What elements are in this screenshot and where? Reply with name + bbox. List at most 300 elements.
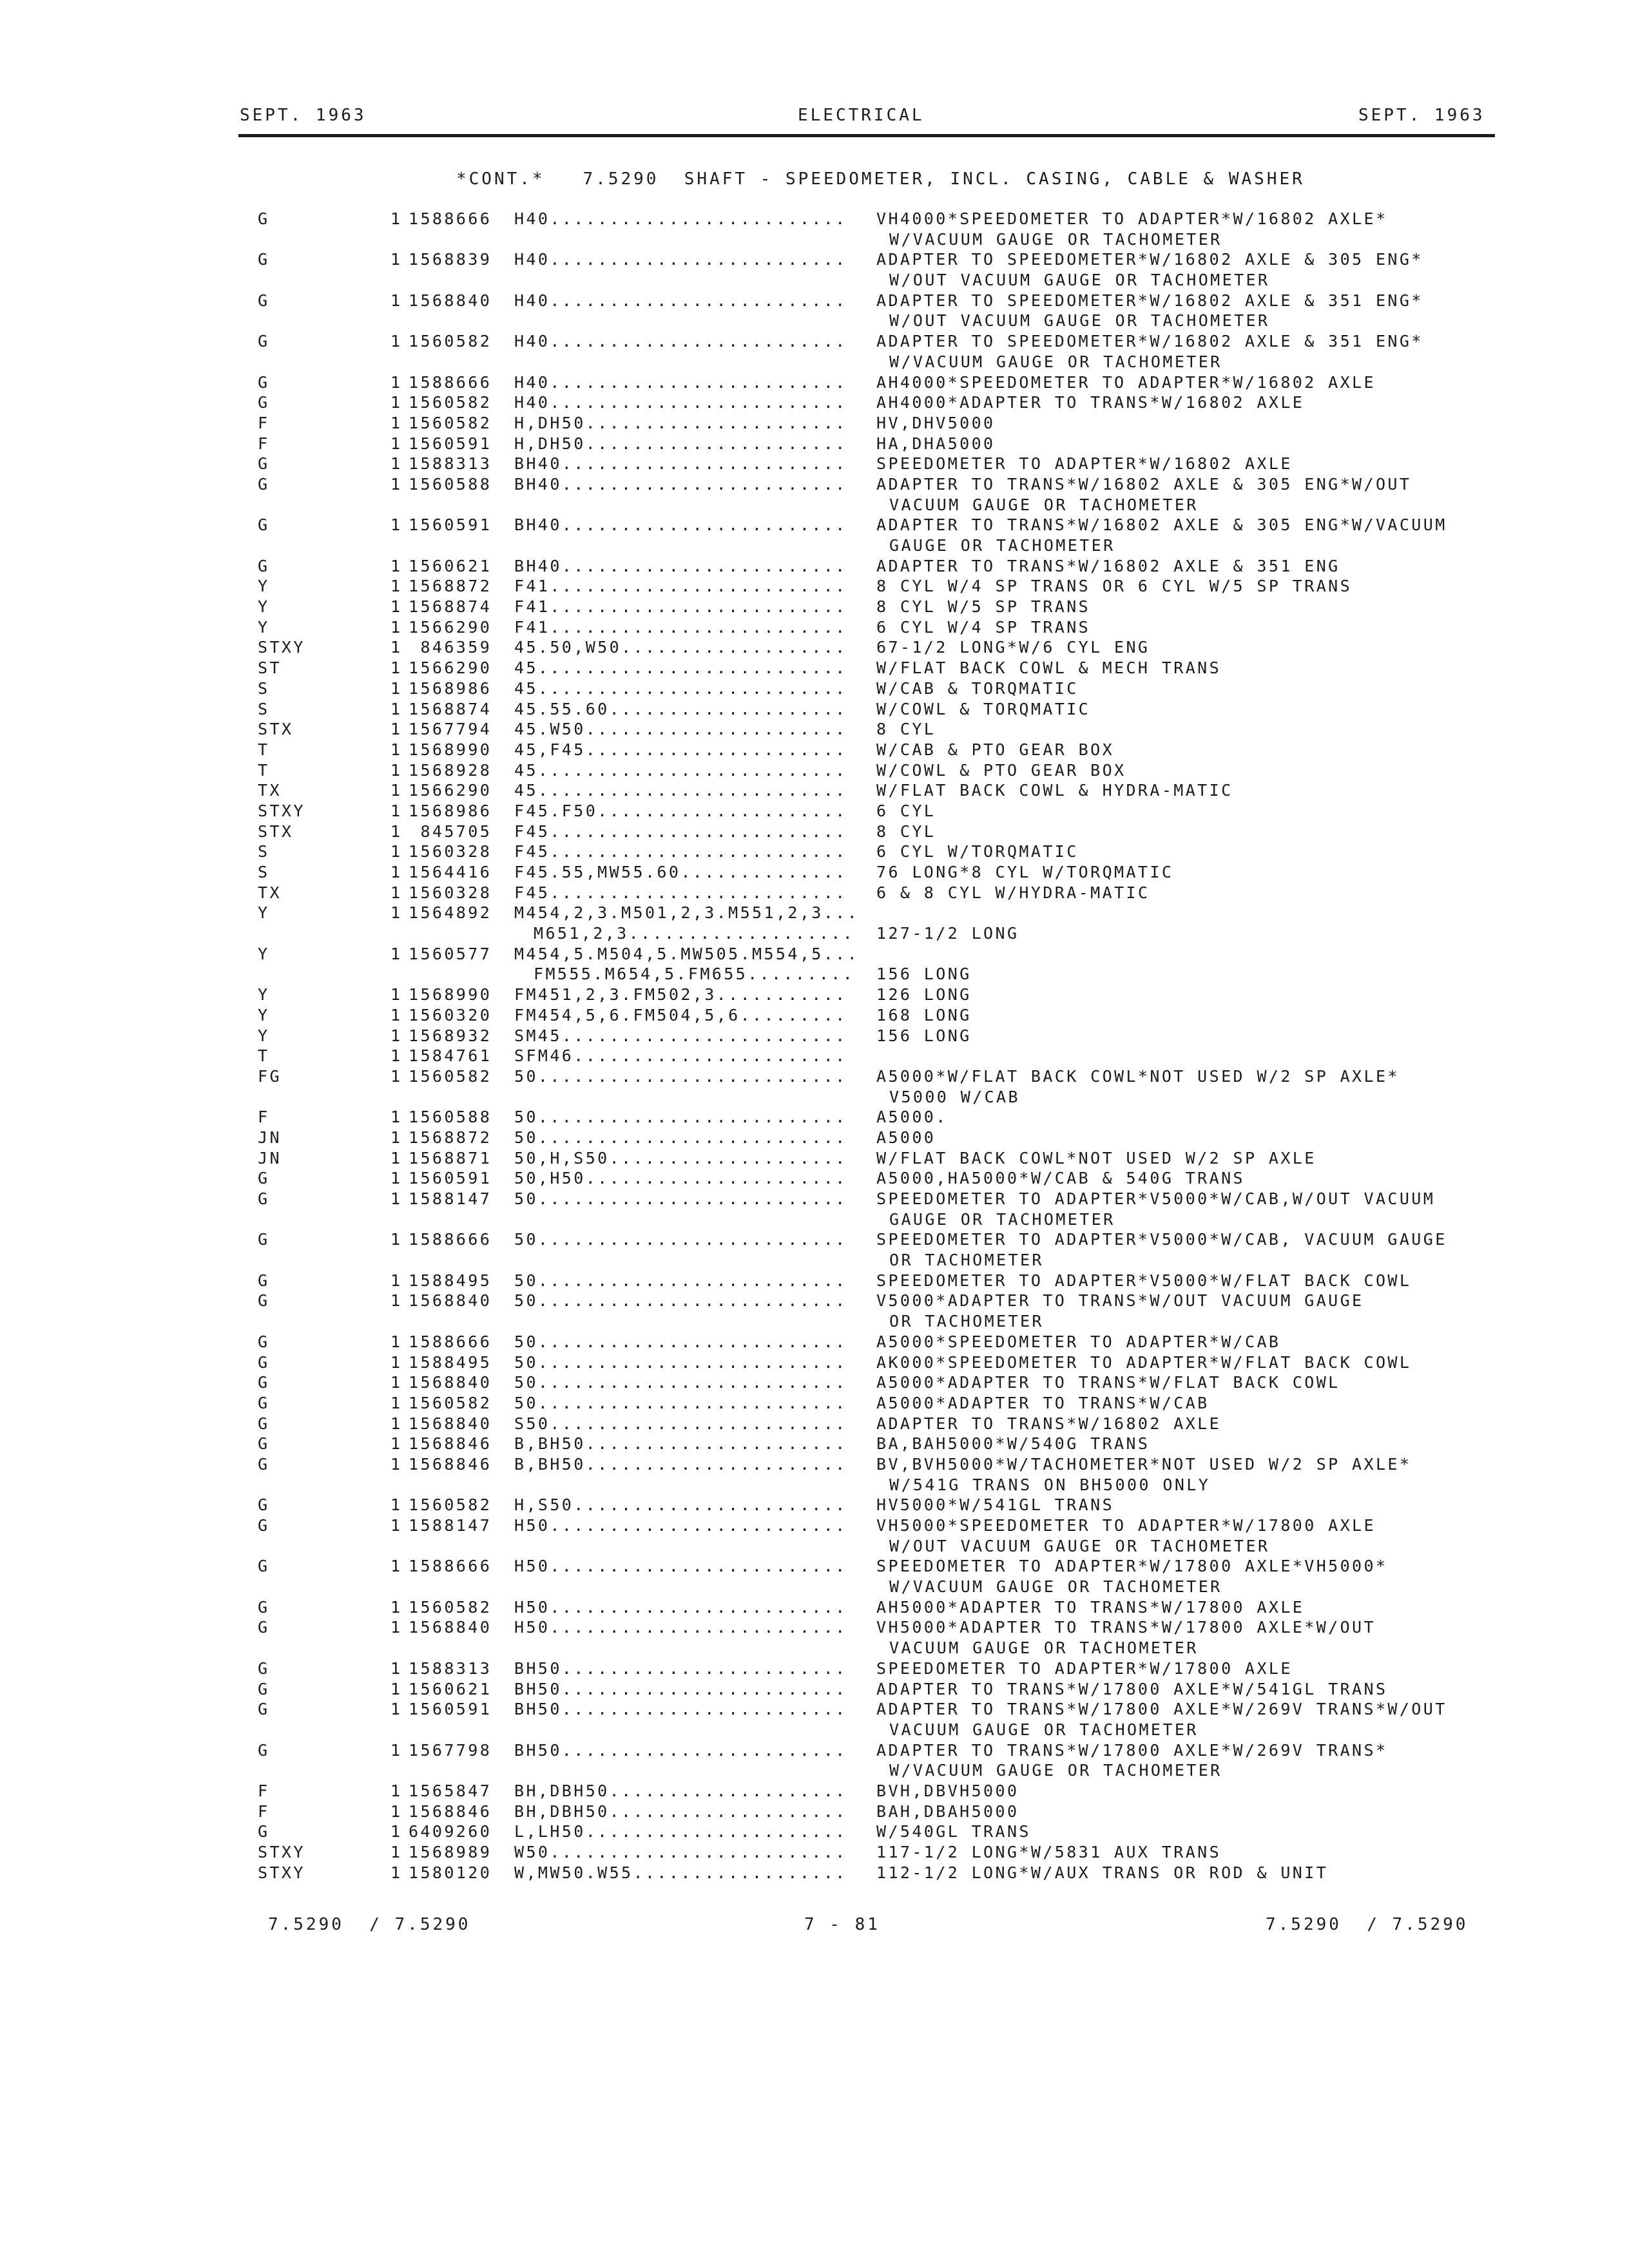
row-description: 8 CYL bbox=[876, 822, 936, 841]
row-description: A5000,HA5000*W/CAB & 540G TRANS bbox=[876, 1169, 1245, 1188]
row-part-number: 1588666 bbox=[409, 1332, 492, 1351]
row-description: ADAPTER TO SPEEDOMETER*W/16802 AXLE & 351 ENG* bbox=[876, 291, 1423, 310]
row-model: W,MW50.W55.................. bbox=[514, 1863, 847, 1882]
table-row bbox=[0, 1842, 1629, 1863]
row-description: HV5000*W/541GL TRANS bbox=[876, 1495, 1115, 1515]
row-code: G bbox=[258, 1700, 270, 1719]
table-row-continuation bbox=[0, 1536, 1629, 1557]
table-row bbox=[0, 678, 1629, 699]
row-description: A5000*ADAPTER TO TRANS*W/CAB bbox=[876, 1393, 1210, 1412]
row-model: B,BH50...................... bbox=[514, 1454, 847, 1474]
row-description: W/FLAT BACK COWL & HYDRA-MATIC bbox=[876, 781, 1233, 800]
row-part-number: 1560591 bbox=[409, 1169, 492, 1188]
row-quantity: 1 bbox=[390, 863, 403, 881]
table-row-continuation bbox=[0, 352, 1629, 372]
row-description: VH5000*ADAPTER TO TRANS*W/17800 AXLE*W/OUT bbox=[876, 1618, 1376, 1637]
table-row bbox=[0, 1781, 1629, 1802]
table-row-continuation bbox=[0, 1577, 1629, 1597]
row-model: H50......................... bbox=[514, 1618, 847, 1637]
row-description-continued: VACUUM GAUGE OR TACHOMETER bbox=[889, 1720, 1199, 1739]
row-part-number: 1564416 bbox=[409, 863, 492, 881]
row-part-number: 1588147 bbox=[409, 1516, 492, 1535]
row-code: Y bbox=[258, 577, 270, 596]
row-code: G bbox=[258, 1740, 270, 1760]
row-model: F41......................... bbox=[514, 617, 847, 637]
row-code: G bbox=[258, 1271, 270, 1290]
row-description-continued: W/VACUUM GAUGE OR TACHOMETER bbox=[889, 1577, 1222, 1597]
header-date-left: SEPT. 1963 bbox=[240, 106, 367, 125]
row-code: STXY bbox=[258, 638, 305, 657]
row-code: G bbox=[258, 372, 270, 392]
row-description: SPEEDOMETER TO ADAPTER*W/17800 AXLE bbox=[876, 1658, 1293, 1678]
row-code: G bbox=[258, 1516, 270, 1535]
row-part-number: 1560591 bbox=[409, 434, 492, 453]
row-part-number: 1568872 bbox=[409, 1128, 492, 1147]
table-row-continuation bbox=[0, 923, 1629, 944]
row-quantity: 1 bbox=[390, 720, 403, 739]
row-quantity: 1 bbox=[390, 556, 403, 575]
table-row-continuation bbox=[0, 229, 1629, 250]
row-description: ADAPTER TO TRANS*W/16802 AXLE bbox=[876, 1414, 1222, 1433]
row-description-continued: GAUGE OR TACHOMETER bbox=[889, 1209, 1115, 1229]
row-quantity: 1 bbox=[390, 434, 403, 453]
table-row bbox=[0, 1291, 1629, 1311]
table-row bbox=[0, 841, 1629, 862]
row-description: SPEEDOMETER TO ADAPTER*W/17800 AXLE*VH5000* bbox=[876, 1557, 1388, 1576]
row-part-number: 1588495 bbox=[409, 1271, 492, 1290]
row-quantity: 1 bbox=[390, 658, 403, 678]
row-quantity: 1 bbox=[390, 740, 403, 759]
row-quantity: 1 bbox=[390, 1189, 403, 1208]
row-code: G bbox=[258, 1557, 270, 1576]
table-row bbox=[0, 883, 1629, 903]
row-code: G bbox=[258, 1679, 270, 1698]
row-model: H40......................... bbox=[514, 393, 847, 412]
row-quantity: 1 bbox=[390, 760, 403, 780]
row-model: BH40........................ bbox=[514, 454, 847, 474]
row-description: W/FLAT BACK COWL*NOT USED W/2 SP AXLE bbox=[876, 1148, 1316, 1168]
row-part-number: 1560588 bbox=[409, 1108, 492, 1127]
row-description: ADAPTER TO TRANS*W/17800 AXLE*W/269V TRANS* bbox=[876, 1740, 1388, 1760]
row-description-continued: GAUGE OR TACHOMETER bbox=[889, 536, 1115, 555]
header-section-title: ELECTRICAL bbox=[798, 106, 925, 125]
table-row-continuation bbox=[0, 1760, 1629, 1781]
row-code: STXY bbox=[258, 1843, 305, 1861]
row-model: 50.......................... bbox=[514, 1108, 847, 1127]
table-row bbox=[0, 556, 1629, 577]
row-description: W/CAB & TORQMATIC bbox=[876, 678, 1079, 698]
row-model: F41......................... bbox=[514, 577, 847, 596]
row-description: ADAPTER TO TRANS*W/16802 AXLE & 305 ENG*W/VACUUM bbox=[876, 515, 1447, 535]
row-part-number: 1565847 bbox=[409, 1781, 492, 1800]
row-code: G bbox=[258, 1658, 270, 1678]
table-row bbox=[0, 719, 1629, 740]
row-code: JN bbox=[258, 1148, 282, 1168]
row-quantity: 1 bbox=[390, 883, 403, 902]
row-quantity: 1 bbox=[390, 1046, 403, 1066]
row-part-number: 1584761 bbox=[409, 1046, 492, 1066]
row-quantity: 1 bbox=[390, 1822, 403, 1841]
row-quantity: 1 bbox=[390, 822, 403, 841]
row-description: VH5000*SPEEDOMETER TO ADAPTER*W/17800 AXLE bbox=[876, 1516, 1376, 1535]
row-model: BH,DBH50.................... bbox=[514, 1802, 847, 1821]
row-description-continued: W/OUT VACUUM GAUGE OR TACHOMETER bbox=[889, 271, 1270, 290]
row-model: F41......................... bbox=[514, 597, 847, 617]
row-part-number: 1568874 bbox=[409, 597, 492, 617]
row-quantity: 1 bbox=[390, 1434, 403, 1454]
row-description: A5000*W/FLAT BACK COWL*NOT USED W/2 SP AXLE* bbox=[876, 1066, 1400, 1086]
row-part-number: 1566290 bbox=[409, 658, 492, 678]
row-description-continued: OR TACHOMETER bbox=[889, 1251, 1044, 1270]
table-row bbox=[0, 985, 1629, 1005]
row-part-number: 1588147 bbox=[409, 1189, 492, 1208]
row-quantity: 1 bbox=[390, 944, 403, 963]
row-quantity: 1 bbox=[390, 1026, 403, 1045]
row-code: Y bbox=[258, 1005, 270, 1024]
row-model: 50.......................... bbox=[514, 1373, 847, 1392]
row-part-number: 1568986 bbox=[409, 801, 492, 820]
row-description: 6 CYL bbox=[876, 801, 936, 820]
row-quantity: 1 bbox=[390, 1495, 403, 1515]
table-row bbox=[0, 413, 1629, 434]
row-code: T bbox=[258, 760, 270, 780]
row-description: SPEEDOMETER TO ADAPTER*W/16802 AXLE bbox=[876, 454, 1293, 474]
row-code: G bbox=[258, 454, 270, 474]
table-row-continuation bbox=[0, 964, 1629, 985]
row-description: HV,DHV5000 bbox=[876, 413, 996, 432]
row-description-continued: OR TACHOMETER bbox=[889, 1312, 1044, 1331]
row-description: A5000*ADAPTER TO TRANS*W/FLAT BACK COWL bbox=[876, 1373, 1340, 1392]
row-part-number: 6409260 bbox=[409, 1822, 492, 1841]
row-model-continued: FM555.M654,5.FM655......... bbox=[534, 965, 855, 984]
row-quantity: 1 bbox=[390, 678, 403, 698]
table-row bbox=[0, 944, 1629, 965]
table-row bbox=[0, 1229, 1629, 1250]
row-description: ADAPTER TO TRANS*W/17800 AXLE*W/269V TRANS*W/OUT bbox=[876, 1700, 1447, 1719]
row-quantity: 1 bbox=[390, 1618, 403, 1637]
row-description: BVH,DBVH5000 bbox=[876, 1781, 1019, 1800]
row-code: S bbox=[258, 699, 270, 718]
row-code: G bbox=[258, 1454, 270, 1474]
row-quantity: 1 bbox=[390, 1230, 403, 1249]
row-model: BH,DBH50.................... bbox=[514, 1781, 847, 1800]
row-part-number: 1568990 bbox=[409, 740, 492, 759]
row-quantity: 1 bbox=[390, 597, 403, 617]
row-description: AK000*SPEEDOMETER TO ADAPTER*W/FLAT BACK COWL bbox=[876, 1352, 1412, 1372]
row-quantity: 1 bbox=[390, 1373, 403, 1392]
row-code: G bbox=[258, 1291, 270, 1311]
row-quantity: 1 bbox=[390, 617, 403, 637]
row-model: 45.......................... bbox=[514, 658, 847, 678]
table-row bbox=[0, 392, 1629, 413]
row-description: HA,DHA5000 bbox=[876, 434, 996, 453]
row-model: B,BH50...................... bbox=[514, 1434, 847, 1454]
row-part-number: 1564892 bbox=[409, 903, 492, 923]
table-row bbox=[0, 617, 1629, 638]
row-description: ADAPTER TO SPEEDOMETER*W/16802 AXLE & 305 ENG* bbox=[876, 250, 1423, 269]
row-description: AH4000*ADAPTER TO TRANS*W/16802 AXLE bbox=[876, 393, 1305, 412]
table-row bbox=[0, 1372, 1629, 1393]
row-part-number: 1568932 bbox=[409, 1026, 492, 1045]
row-description-continued: VACUUM GAUGE OR TACHOMETER bbox=[889, 1639, 1199, 1658]
row-model: F45......................... bbox=[514, 822, 847, 841]
table-row bbox=[0, 658, 1629, 678]
row-model: H40......................... bbox=[514, 372, 847, 392]
row-part-number: 1560621 bbox=[409, 556, 492, 575]
row-model: SFM46....................... bbox=[514, 1046, 847, 1066]
row-description: W/COWL & PTO GEAR BOX bbox=[876, 760, 1126, 780]
row-part-number: 1560621 bbox=[409, 1679, 492, 1698]
row-model: H50......................... bbox=[514, 1597, 847, 1617]
row-model: 50.......................... bbox=[514, 1189, 847, 1208]
row-code: G bbox=[258, 1414, 270, 1433]
row-quantity: 1 bbox=[390, 903, 403, 923]
row-code: G bbox=[258, 1495, 270, 1515]
row-code: G bbox=[258, 1169, 270, 1188]
table-row bbox=[0, 1658, 1629, 1679]
row-quantity: 1 bbox=[390, 1291, 403, 1311]
table-row bbox=[0, 474, 1629, 495]
table-row bbox=[0, 1679, 1629, 1700]
row-model: M454,5.M504,5.MW505.M554,5... bbox=[514, 944, 860, 963]
row-code: T bbox=[258, 740, 270, 759]
row-code: JN bbox=[258, 1128, 282, 1147]
row-part-number: 1568874 bbox=[409, 699, 492, 718]
row-quantity: 1 bbox=[390, 250, 403, 269]
row-code: G bbox=[258, 1393, 270, 1412]
row-code: G bbox=[258, 1822, 270, 1841]
row-part-number: 1560320 bbox=[409, 1005, 492, 1024]
row-description: W/CAB & PTO GEAR BOX bbox=[876, 740, 1115, 759]
row-part-number: 1560582 bbox=[409, 1066, 492, 1086]
row-part-number: 1568840 bbox=[409, 1373, 492, 1392]
row-part-number: 1560582 bbox=[409, 1597, 492, 1617]
row-description: ADAPTER TO TRANS*W/17800 AXLE*W/541GL TRANS bbox=[876, 1679, 1388, 1698]
row-model: BH50........................ bbox=[514, 1740, 847, 1760]
row-quantity: 1 bbox=[390, 1658, 403, 1678]
row-description: 8 CYL W/4 SP TRANS OR 6 CYL W/5 SP TRANS bbox=[876, 577, 1353, 596]
row-quantity: 1 bbox=[390, 1393, 403, 1412]
row-part-number: 1568846 bbox=[409, 1802, 492, 1821]
row-code: G bbox=[258, 1434, 270, 1454]
row-part-number: 1568871 bbox=[409, 1148, 492, 1168]
row-model: F45.F50..................... bbox=[514, 801, 847, 820]
row-model: 50.......................... bbox=[514, 1128, 847, 1147]
row-code: T bbox=[258, 1046, 270, 1066]
row-code: G bbox=[258, 393, 270, 412]
row-description: SPEEDOMETER TO ADAPTER*V5000*W/CAB, VACUUM GAUGE bbox=[876, 1230, 1447, 1249]
row-code: STX bbox=[258, 822, 294, 841]
row-code: F bbox=[258, 1781, 270, 1800]
row-code: S bbox=[258, 863, 270, 881]
row-part-number: 1588666 bbox=[409, 209, 492, 228]
footer-page-number: 7 - 81 bbox=[804, 1915, 880, 1934]
row-quantity: 1 bbox=[390, 801, 403, 820]
row-code: Y bbox=[258, 985, 270, 1004]
row-description: BV,BVH5000*W/TACHOMETER*NOT USED W/2 SP AXLE* bbox=[876, 1454, 1412, 1474]
table-row bbox=[0, 637, 1629, 658]
row-code: TX bbox=[258, 883, 282, 902]
row-part-number: 1568840 bbox=[409, 291, 492, 310]
row-model: 45.......................... bbox=[514, 760, 847, 780]
row-quantity: 1 bbox=[390, 1414, 403, 1433]
table-row bbox=[0, 372, 1629, 393]
table-row-continuation bbox=[0, 495, 1629, 515]
row-quantity: 1 bbox=[390, 515, 403, 535]
table-row bbox=[0, 1332, 1629, 1352]
row-quantity: 1 bbox=[390, 1781, 403, 1800]
row-part-number: 1568990 bbox=[409, 985, 492, 1004]
row-model: H40......................... bbox=[514, 291, 847, 310]
row-quantity: 1 bbox=[390, 1700, 403, 1719]
row-code: TX bbox=[258, 781, 282, 800]
row-code: F bbox=[258, 413, 270, 432]
table-row bbox=[0, 1189, 1629, 1209]
row-model: 50,H50...................... bbox=[514, 1169, 847, 1188]
row-model: W50......................... bbox=[514, 1843, 847, 1861]
row-model: H40......................... bbox=[514, 332, 847, 351]
row-model: 50.......................... bbox=[514, 1271, 847, 1290]
table-row bbox=[0, 1168, 1629, 1189]
row-model: BH40........................ bbox=[514, 515, 847, 535]
row-description: 8 CYL bbox=[876, 720, 936, 739]
table-row bbox=[0, 801, 1629, 822]
table-row-continuation bbox=[0, 1638, 1629, 1658]
row-model: F45.55,MW55.60.............. bbox=[514, 863, 847, 881]
table-row bbox=[0, 1699, 1629, 1720]
table-row bbox=[0, 515, 1629, 535]
table-row-continuation bbox=[0, 1475, 1629, 1495]
row-description: SPEEDOMETER TO ADAPTER*V5000*W/CAB,W/OUT VACUUM bbox=[876, 1189, 1436, 1208]
table-row bbox=[0, 331, 1629, 352]
table-row bbox=[0, 760, 1629, 781]
row-description: 67-1/2 LONG*W/6 CYL ENG bbox=[876, 638, 1150, 657]
row-code: G bbox=[258, 1373, 270, 1392]
row-code: ST bbox=[258, 658, 282, 678]
row-part-number: 1588666 bbox=[409, 372, 492, 392]
table-row bbox=[0, 862, 1629, 883]
row-code: FG bbox=[258, 1066, 282, 1086]
row-description: 8 CYL W/5 SP TRANS bbox=[876, 597, 1091, 617]
row-model: 50.......................... bbox=[514, 1352, 847, 1372]
row-description-continued: V5000 W/CAB bbox=[889, 1087, 1020, 1106]
table-row bbox=[0, 1393, 1629, 1414]
row-description: A5000 bbox=[876, 1128, 936, 1147]
row-code: G bbox=[258, 556, 270, 575]
table-row bbox=[0, 1066, 1629, 1087]
table-row bbox=[0, 434, 1629, 454]
table-row bbox=[0, 1414, 1629, 1434]
row-part-number: 1588313 bbox=[409, 1658, 492, 1678]
row-quantity: 1 bbox=[390, 1352, 403, 1372]
row-part-number: 1588666 bbox=[409, 1557, 492, 1576]
table-row bbox=[0, 1005, 1629, 1026]
row-model: 50.......................... bbox=[514, 1332, 847, 1351]
table-row-continuation bbox=[0, 535, 1629, 556]
row-model: H,S50....................... bbox=[514, 1495, 847, 1515]
row-description: V5000*ADAPTER TO TRANS*W/OUT VACUUM GAUGE bbox=[876, 1291, 1364, 1311]
row-quantity: 1 bbox=[390, 1005, 403, 1024]
row-description: 127-1/2 LONG bbox=[876, 924, 1019, 943]
row-quantity: 1 bbox=[390, 985, 403, 1004]
row-part-number: 1560588 bbox=[409, 474, 492, 494]
row-description: 6 CYL W/4 SP TRANS bbox=[876, 617, 1091, 637]
row-code: STXY bbox=[258, 801, 305, 820]
table-row bbox=[0, 1434, 1629, 1454]
table-row bbox=[0, 1802, 1629, 1822]
row-description-continued: VACUUM GAUGE OR TACHOMETER bbox=[889, 495, 1199, 514]
row-code: G bbox=[258, 1189, 270, 1208]
row-model: BH50........................ bbox=[514, 1658, 847, 1678]
row-part-number: 1568840 bbox=[409, 1414, 492, 1433]
table-row bbox=[0, 1107, 1629, 1128]
row-part-number: 1580120 bbox=[409, 1863, 492, 1882]
row-description: 112-1/2 LONG*W/AUX TRANS OR ROD & UNIT bbox=[876, 1863, 1329, 1882]
row-description-continued: W/OUT VACUUM GAUGE OR TACHOMETER bbox=[889, 1536, 1270, 1555]
row-part-number: 1568986 bbox=[409, 678, 492, 698]
row-code: F bbox=[258, 434, 270, 453]
row-part-number: 846359 bbox=[409, 638, 492, 657]
section-subtitle: *CONT.* 7.5290 SHAFT - SPEEDOMETER, INCL. CASING, CABLE & WASHER bbox=[456, 169, 1305, 189]
table-row bbox=[0, 1515, 1629, 1536]
row-part-number: 1568989 bbox=[409, 1843, 492, 1861]
row-description: BA,BAH5000*W/540G TRANS bbox=[876, 1434, 1150, 1454]
table-row bbox=[0, 209, 1629, 229]
table-row bbox=[0, 454, 1629, 474]
row-quantity: 1 bbox=[390, 1802, 403, 1821]
table-row bbox=[0, 903, 1629, 923]
row-part-number: 1568928 bbox=[409, 760, 492, 780]
row-description: 156 LONG bbox=[876, 1026, 972, 1045]
table-row bbox=[0, 1556, 1629, 1577]
table-row bbox=[0, 1821, 1629, 1842]
row-description-continued: W/VACUUM GAUGE OR TACHOMETER bbox=[889, 1761, 1222, 1780]
row-part-number: 1566290 bbox=[409, 617, 492, 637]
row-model: SM45........................ bbox=[514, 1026, 847, 1045]
row-quantity: 1 bbox=[390, 1271, 403, 1290]
row-code: G bbox=[258, 291, 270, 310]
row-description: ADAPTER TO TRANS*W/16802 AXLE & 305 ENG*W/OUT bbox=[876, 474, 1412, 494]
row-quantity: 1 bbox=[390, 474, 403, 494]
row-quantity: 1 bbox=[390, 1740, 403, 1760]
row-quantity: 1 bbox=[390, 393, 403, 412]
row-code: G bbox=[258, 209, 270, 228]
table-row-continuation bbox=[0, 1720, 1629, 1740]
row-quantity: 1 bbox=[390, 1679, 403, 1698]
table-row bbox=[0, 1271, 1629, 1291]
row-model: BH50........................ bbox=[514, 1679, 847, 1698]
row-code: Y bbox=[258, 597, 270, 617]
row-code: Y bbox=[258, 903, 270, 923]
row-quantity: 1 bbox=[390, 1516, 403, 1535]
table-row-continuation bbox=[0, 1209, 1629, 1230]
row-quantity: 1 bbox=[390, 372, 403, 392]
table-row bbox=[0, 1617, 1629, 1638]
table-row bbox=[0, 1128, 1629, 1148]
row-part-number: 1588666 bbox=[409, 1230, 492, 1249]
row-description: 6 CYL W/TORQMATIC bbox=[876, 842, 1079, 861]
table-row-continuation bbox=[0, 1087, 1629, 1108]
row-part-number: 1568840 bbox=[409, 1291, 492, 1311]
row-model: 50.......................... bbox=[514, 1393, 847, 1412]
row-part-number: 1560582 bbox=[409, 1393, 492, 1412]
row-model: L,LH50...................... bbox=[514, 1822, 847, 1841]
table-row bbox=[0, 1026, 1629, 1046]
row-part-number: 1568846 bbox=[409, 1434, 492, 1454]
row-part-number: 1560328 bbox=[409, 842, 492, 861]
row-code: G bbox=[258, 515, 270, 535]
row-description: 168 LONG bbox=[876, 1005, 972, 1024]
